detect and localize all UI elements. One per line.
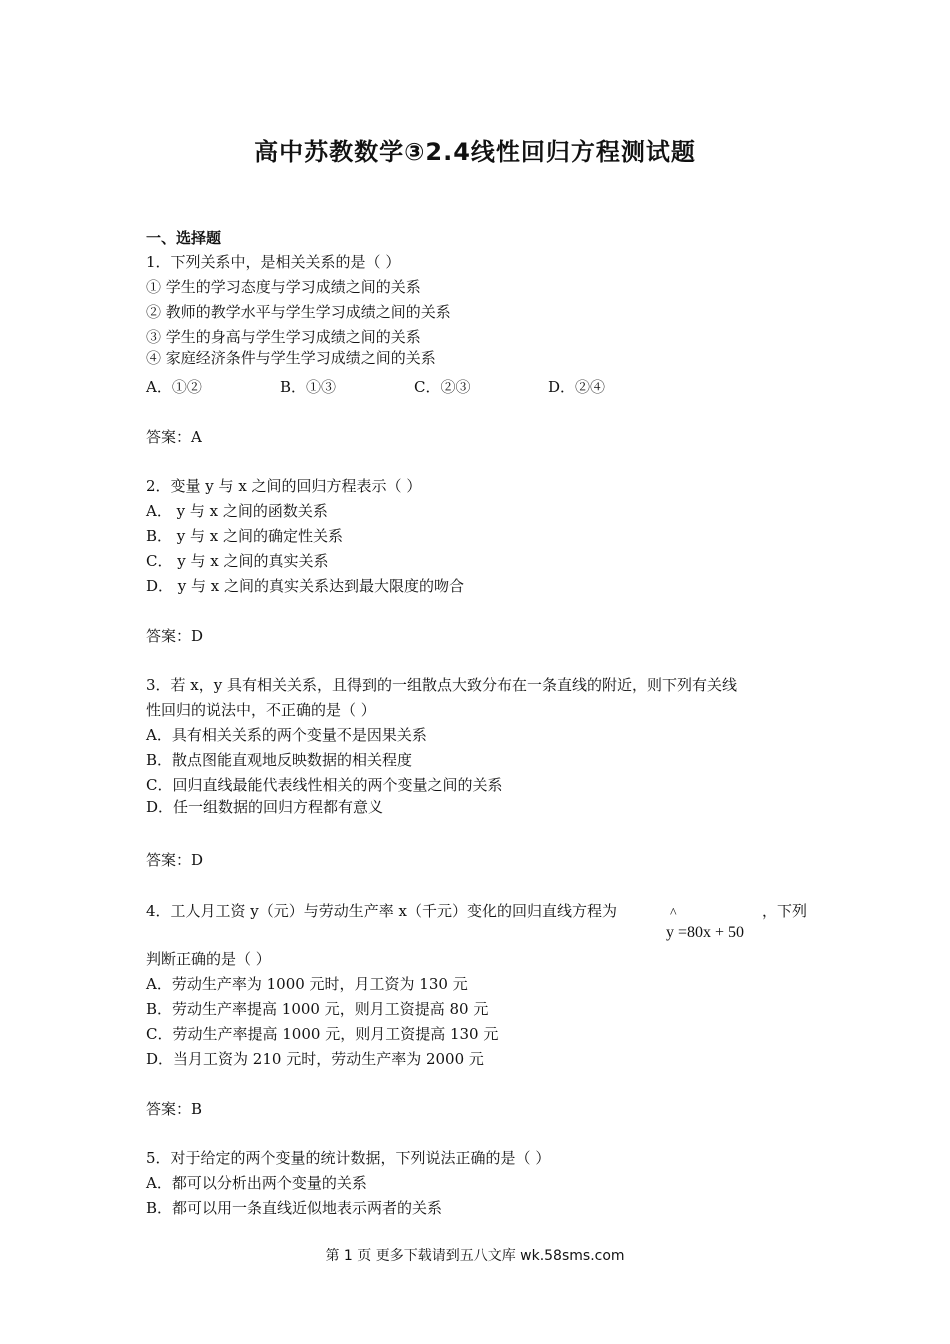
- question-1-item: ④ 家庭经济条件与学生学习成绩之间的关系: [146, 349, 436, 367]
- question-3-option: B．散点图能直观地反映数据的相关程度: [146, 751, 413, 769]
- question-4-stem: 4．工人月工资 y（元）与劳动生产率 x（千元）变化的回归直线方程为: [146, 902, 618, 920]
- formula-hat: ^: [670, 906, 677, 921]
- question-2-option: B． y 与 x 之间的确定性关系: [146, 527, 344, 545]
- question-2-option: C． y 与 x 之间的真实关系: [146, 552, 329, 570]
- question-3-option: A．具有相关关系的两个变量不是因果关系: [146, 726, 427, 744]
- question-1-item: ① 学生的学习态度与学习成绩之间的关系: [146, 278, 421, 296]
- question-1-item: ③ 学生的身高与学生学习成绩之间的关系: [146, 328, 421, 346]
- question-4-option: C．劳动生产率提高 1000 元，则月工资提高 130 元: [146, 1025, 499, 1043]
- question-2-option: A． y 与 x 之间的函数关系: [146, 502, 328, 520]
- regression-formula: [666, 906, 758, 954]
- question-4-stem-cont: 判断正确的是（ ）: [146, 950, 271, 968]
- question-2-answer: 答案：D: [146, 627, 204, 645]
- question-5-stem: 5．对于给定的两个变量的统计数据，下列说法正确的是（ ）: [146, 1149, 551, 1167]
- question-3-option: C．回归直线最能代表线性相关的两个变量之间的关系: [146, 776, 503, 794]
- question-4-option: A．劳动生产率为 1000 元时，月工资为 130 元: [146, 975, 468, 993]
- question-2-stem: 2．变量 y 与 x 之间的回归方程表示（ ）: [146, 477, 422, 495]
- question-3-stem: 3．若 x，y 具有相关关系，且得到的一组散点大致分布在一条直线的附近，则下列有关线: [146, 676, 738, 694]
- question-3-stem-cont: 性回归的说法中，不正确的是（ ）: [146, 701, 376, 719]
- question-5-option: A．都可以分析出两个变量的关系: [146, 1174, 367, 1192]
- question-3-option: D．任一组数据的回归方程都有意义: [146, 798, 384, 816]
- option-c: C．②③: [414, 378, 471, 396]
- question-4-option: D．当月工资为 210 元时，劳动生产率为 2000 元: [146, 1050, 484, 1068]
- page-footer: 第 1 页 更多下载请到五八文库 wk.58sms.com: [325, 1248, 625, 1264]
- question-5-option: B．都可以用一条直线近似地表示两者的关系: [146, 1199, 443, 1217]
- question-2-option: D． y 与 x 之间的真实关系达到最大限度的吻合: [146, 577, 465, 595]
- formula-equation: y =80x + 50: [666, 924, 745, 941]
- question-4-answer: 答案：B: [146, 1100, 203, 1118]
- option-a: A．①②: [146, 378, 202, 396]
- question-1-stem: 1．下列关系中，是相关关系的是（ ）: [146, 253, 401, 271]
- option-d: D．②④: [548, 378, 606, 396]
- question-4-option: B．劳动生产率提高 1000 元，则月工资提高 80 元: [146, 1000, 489, 1018]
- question-4-stem-end: ，下列: [762, 902, 808, 920]
- question-1-item: ② 教师的教学水平与学生学习成绩之间的关系: [146, 303, 451, 321]
- section-heading: 一、选择题: [146, 229, 222, 247]
- option-b: B．①③: [280, 378, 337, 396]
- question-1-options: [146, 377, 626, 397]
- question-1-answer: 答案：A: [146, 428, 202, 446]
- question-3-answer: 答案：D: [146, 851, 204, 869]
- page-title: 高中苏教数学③2.4线性回归方程测试题: [254, 138, 696, 166]
